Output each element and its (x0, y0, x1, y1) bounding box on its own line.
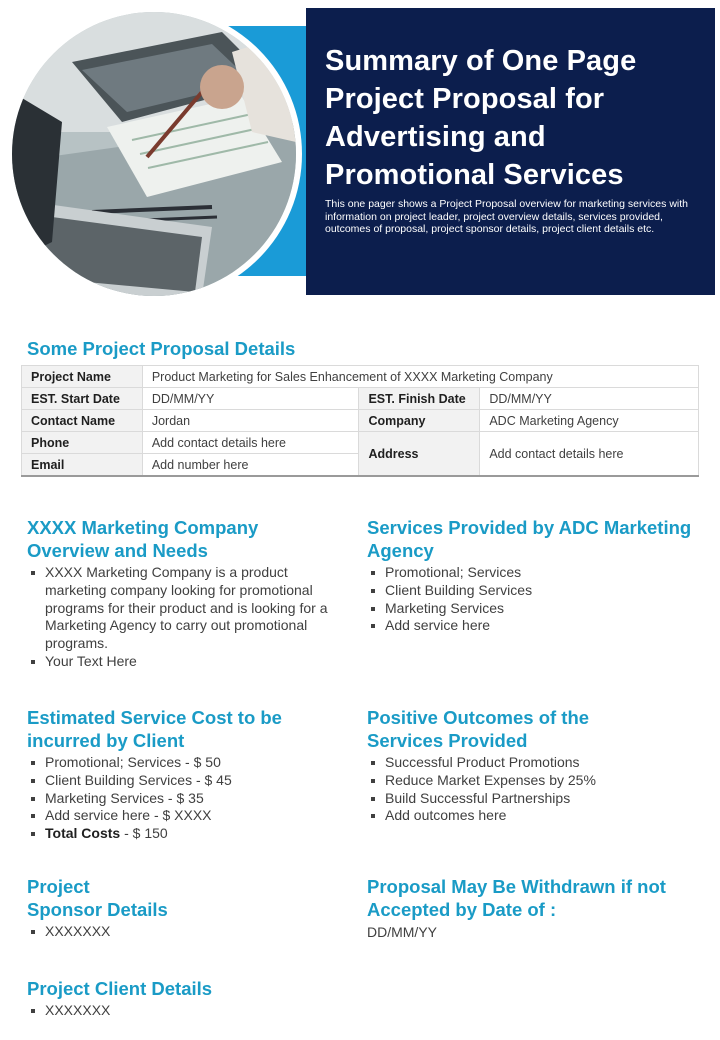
email-label: Email (22, 454, 143, 477)
details-title: Some Project Proposal Details (27, 338, 296, 359)
list-item: Build Successful Partnerships (367, 790, 667, 808)
company-label: Company (359, 410, 480, 432)
list-item: Add service here - $ XXXX (27, 807, 327, 825)
client-section (27, 977, 327, 1020)
total-costs-value: - $ 150 (120, 825, 168, 842)
list-item: XXXXXXX (27, 923, 327, 941)
list-item: Client Building Services (367, 582, 697, 600)
table-row (22, 388, 699, 410)
list-item: XXXX Marketing Company is a product marketing company looking for promotional programs for their product and is looking for a Marketing Agency to carry out promotional programs. (27, 564, 345, 653)
overview-section (27, 516, 345, 671)
list-item: Promotional; Services - $ 50 (27, 754, 327, 772)
finish-date-value: DD/MM/YY (480, 388, 699, 410)
address-value: Add contact details here (480, 432, 699, 477)
client-list (27, 1002, 327, 1020)
phone-label: Phone (22, 432, 143, 454)
client-title: Project Client Details (27, 978, 213, 999)
list-item: Reduce Market Expenses by 25% (367, 772, 667, 790)
table-row (22, 366, 699, 388)
outcomes-section (367, 706, 667, 825)
services-section (367, 516, 697, 635)
address-label: Address (359, 432, 480, 477)
title-box (306, 8, 715, 295)
list-item: Add outcomes here (367, 807, 667, 825)
sponsor-title-line2: Sponsor Details (27, 899, 168, 920)
outcomes-list (367, 754, 667, 825)
finish-date-label: EST. Finish Date (359, 388, 480, 410)
cost-section (27, 706, 327, 843)
table-row (22, 432, 699, 454)
list-item: Marketing Services (367, 600, 697, 618)
list-item: Add service here (367, 617, 697, 635)
sponsor-title-line1: Project (27, 876, 90, 897)
withdraw-title: Proposal May Be Withdrawn if not Accepted by Date of : (367, 876, 666, 920)
sponsor-section (27, 875, 327, 941)
list-item: Marketing Services - $ 35 (27, 790, 327, 808)
email-value: Add number here (142, 454, 359, 477)
project-name-value: Product Marketing for Sales Enhancement of XXXX Marketing Company (142, 366, 698, 388)
start-date-value: DD/MM/YY (142, 388, 359, 410)
list-item: Successful Product Promotions (367, 754, 667, 772)
list-item: Your Text Here (27, 653, 345, 671)
total-costs-label: Total Costs (45, 825, 121, 842)
sponsor-list (27, 923, 327, 941)
sponsor-title (27, 875, 327, 921)
services-list (367, 564, 697, 635)
phone-value: Add contact details here (142, 432, 359, 454)
contact-name-label: Contact Name (22, 410, 143, 432)
office-photo (12, 12, 296, 296)
contact-name-value: Jordan (142, 410, 359, 432)
project-name-label: Project Name (22, 366, 143, 388)
overview-title: XXXX Marketing Company Overview and Needs (27, 517, 259, 561)
table-row (22, 410, 699, 432)
details-table (21, 365, 699, 477)
total-costs-item (27, 825, 327, 843)
start-date-label: EST. Start Date (22, 388, 143, 410)
company-value: ADC Marketing Agency (480, 410, 699, 432)
page-description: This one pager shows a Project Proposal overview for marketing services with information on project leader, project overview details, services provided, outcomes of proposal, project sponsor details, project client details etc. (325, 198, 688, 236)
cost-list (27, 754, 327, 843)
withdraw-section (367, 875, 697, 941)
list-item: Promotional; Services (367, 564, 697, 582)
overview-list (27, 564, 345, 671)
withdraw-date: DD/MM/YY (367, 924, 437, 940)
cost-title: Estimated Service Cost to be incurred by Client (27, 707, 282, 751)
services-title: Services Provided by ADC Marketing Agency (367, 517, 692, 561)
outcomes-title: Positive Outcomes of the Services Provided (367, 707, 590, 751)
list-item: XXXXXXX (27, 1002, 327, 1020)
page-title: Summary of One Page Project Proposal for Advertising and Promotional Services (325, 45, 637, 191)
list-item: Client Building Services - $ 45 (27, 772, 327, 790)
